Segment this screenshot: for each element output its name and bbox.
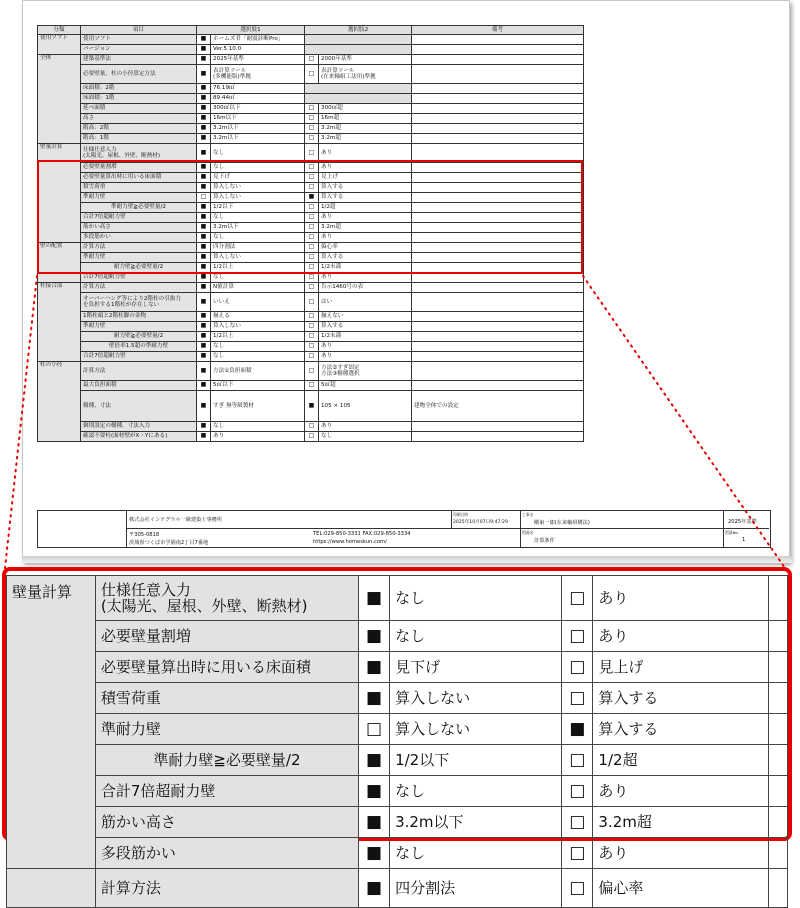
header-item: 項目 bbox=[81, 26, 197, 35]
category-cell: 柱の小径 bbox=[38, 362, 81, 442]
item-line2: を負担する1階柱が存在しない bbox=[83, 302, 160, 308]
item-cell: 準耐力壁 bbox=[81, 193, 197, 203]
checked-box-icon: ■ bbox=[197, 45, 211, 55]
option1-value: 揃える bbox=[211, 312, 305, 322]
zoomed-option2-value: 算入する bbox=[593, 714, 768, 745]
unchecked-box-icon: □ bbox=[562, 652, 593, 683]
item-cell: 確認不要柱(面材壁がX・Yにある) bbox=[81, 432, 197, 442]
zoomed-option1-value: 算入しない bbox=[390, 683, 562, 714]
checked-box-icon: ■ bbox=[197, 84, 211, 94]
checked-box-icon: ■ bbox=[197, 183, 211, 193]
item-cell: 準耐力壁 bbox=[81, 253, 197, 263]
checked-box-icon: ■ bbox=[359, 869, 390, 908]
option2-value: 見上げ bbox=[319, 173, 412, 183]
item-cell: 必要壁量、柱の小径算定方法 bbox=[81, 65, 197, 84]
checked-box-icon: ■ bbox=[359, 683, 390, 714]
checked-box-icon: ■ bbox=[197, 134, 211, 144]
option1-value: なし bbox=[211, 273, 305, 283]
category-cell: 全体 bbox=[38, 55, 81, 144]
checked-box-icon: ■ bbox=[197, 293, 211, 312]
option1-value: なし bbox=[211, 422, 305, 432]
project-label: 工事名 bbox=[522, 512, 534, 517]
unchecked-box-icon: □ bbox=[305, 183, 319, 193]
zoomed-item-line2: (太陽光、屋根、外壁、断熱材) bbox=[100, 597, 308, 615]
checked-box-icon: ■ bbox=[197, 381, 211, 391]
connector-left bbox=[5, 276, 37, 568]
option1-value: 2025年基準 bbox=[211, 55, 305, 65]
checked-box-icon: ■ bbox=[197, 104, 211, 114]
zoomed-row bbox=[7, 807, 788, 838]
unchecked-box-icon: □ bbox=[562, 745, 593, 776]
zoomed-notes-cell bbox=[768, 869, 787, 908]
item-cell: 最大負担面積 bbox=[81, 381, 197, 391]
unchecked-box-icon: □ bbox=[305, 233, 319, 243]
checked-box-icon: ■ bbox=[197, 203, 211, 213]
option2-value: 105 × 105 bbox=[319, 391, 412, 422]
zoomed-item-cell bbox=[95, 576, 358, 621]
checked-box-icon: ■ bbox=[197, 312, 211, 322]
unchecked-box-icon: □ bbox=[305, 332, 319, 342]
postal-code: 〒305-0818 bbox=[129, 532, 160, 538]
option1-value: 3.2m以下 bbox=[211, 124, 305, 134]
zoomed-option2-value: 見上げ bbox=[593, 652, 768, 683]
unchecked-box-icon: □ bbox=[305, 114, 319, 124]
option1-value: なし bbox=[211, 352, 305, 362]
zoomed-row bbox=[7, 576, 788, 621]
zoomed-panel bbox=[2, 567, 792, 898]
checked-box-icon: ■ bbox=[197, 283, 211, 293]
option2-value: あり bbox=[319, 352, 412, 362]
unchecked-box-icon: □ bbox=[562, 621, 593, 652]
zoomed-row bbox=[7, 714, 788, 745]
unchecked-box-icon: □ bbox=[562, 683, 593, 714]
option1-value: 見下げ bbox=[211, 173, 305, 183]
item-line1: 仕様任意入力 bbox=[83, 146, 117, 153]
unchecked-box-icon: □ bbox=[305, 173, 319, 183]
option1-value: 算入しない bbox=[211, 183, 305, 193]
zoomed-option1-value: なし bbox=[390, 621, 562, 652]
category-cell: 柱接合部 bbox=[38, 283, 81, 362]
option1-value: 算入しない bbox=[211, 253, 305, 263]
item-cell: 計算方法 bbox=[81, 243, 197, 253]
zoomed-option2-value: 1/2超 bbox=[593, 745, 768, 776]
checked-box-icon: ■ bbox=[197, 342, 211, 352]
unchecked-box-icon: □ bbox=[305, 203, 319, 213]
item-cell: 樹種、寸法 bbox=[81, 391, 197, 422]
option2-value: 2000年基準 bbox=[319, 55, 412, 65]
item-cell: 耐力壁≧必要壁量/2 bbox=[81, 332, 197, 342]
checked-box-icon: ■ bbox=[359, 576, 390, 621]
item-cell: 使用ソフト bbox=[81, 35, 197, 45]
option2-value: 算入する bbox=[319, 193, 412, 203]
checked-box-icon: ■ bbox=[197, 233, 211, 243]
zoomed-option1-value: なし bbox=[390, 776, 562, 807]
option2-line2: 方法③樹種選択 bbox=[321, 371, 360, 377]
item-line1: オーバーハング等により2階柱の引抜力 bbox=[83, 295, 181, 302]
item-cell: 耐力壁≧必要壁量/2 bbox=[81, 263, 197, 273]
item-cell: 合計7倍超耐力壁 bbox=[81, 213, 197, 223]
unchecked-box-icon: □ bbox=[562, 776, 593, 807]
website-url[interactable]: https://www.homeskun.com/ bbox=[313, 539, 387, 545]
checked-box-icon: ■ bbox=[305, 193, 319, 203]
item-cell: 1階柱頭と2階柱脚の金物 bbox=[81, 312, 197, 322]
item-cell: 積雪荷重 bbox=[81, 183, 197, 193]
checked-box-icon: ■ bbox=[197, 352, 211, 362]
checked-box-icon: ■ bbox=[359, 807, 390, 838]
unchecked-box-icon: □ bbox=[359, 714, 390, 745]
checked-box-icon: ■ bbox=[562, 714, 593, 745]
unchecked-box-icon: □ bbox=[305, 243, 319, 253]
checked-box-icon: ■ bbox=[197, 124, 211, 134]
checked-box-icon: ■ bbox=[197, 163, 211, 173]
option2-value: 5㎡超 bbox=[319, 381, 412, 391]
option2-value: 1/2未満 bbox=[319, 263, 412, 273]
drawing-label: 図面名 bbox=[522, 530, 534, 535]
zoomed-row bbox=[7, 683, 788, 714]
page-number: 1 bbox=[742, 537, 746, 543]
checked-box-icon: ■ bbox=[197, 35, 211, 45]
connector-right bbox=[583, 276, 785, 568]
unchecked-box-icon: □ bbox=[305, 144, 319, 163]
zoomed-option2-value: 偏心率 bbox=[593, 869, 768, 908]
item-cell: バージョン bbox=[81, 45, 197, 55]
item-cell: 個別設定の樹種、寸法入力 bbox=[81, 422, 197, 432]
item-cell: 多段筋かい bbox=[81, 233, 197, 243]
category-cell: 壁の配置 bbox=[38, 243, 81, 283]
zoomed-notes-cell bbox=[768, 807, 787, 838]
zoomed-option1-value: なし bbox=[390, 838, 562, 869]
unchecked-box-icon: □ bbox=[305, 124, 319, 134]
option1-line1: 表計算ツール bbox=[213, 67, 247, 74]
unchecked-box-icon: □ bbox=[305, 55, 319, 65]
checked-box-icon: ■ bbox=[197, 332, 211, 342]
print-date-label: 印刷日時 bbox=[453, 512, 469, 517]
checked-box-icon: ■ bbox=[305, 391, 319, 422]
option1-value: 300㎡以下 bbox=[211, 104, 305, 114]
item-cell: 建築基準法 bbox=[81, 55, 197, 65]
unchecked-box-icon: □ bbox=[305, 312, 319, 322]
option2-value: 1/2超 bbox=[319, 203, 412, 213]
zoomed-item-cell: 必要壁量算出時に用いる床面積 bbox=[95, 652, 358, 683]
option2-value: 3.2m超 bbox=[319, 124, 412, 134]
option1-value: 方法①負担面積 bbox=[211, 362, 305, 381]
checked-box-icon: ■ bbox=[359, 745, 390, 776]
checked-box-icon: ■ bbox=[197, 273, 211, 283]
zoomed-notes-cell bbox=[768, 776, 787, 807]
checked-box-icon: ■ bbox=[197, 173, 211, 183]
option2-value: はい bbox=[319, 293, 412, 312]
option1-value: すぎ 無等級製材 bbox=[211, 391, 305, 422]
item-cell: 計算方法 bbox=[81, 362, 197, 381]
zoomed-option2-value: 3.2m超 bbox=[593, 807, 768, 838]
unchecked-box-icon: □ bbox=[305, 422, 319, 432]
item-cell: 合計7倍超耐力壁 bbox=[81, 352, 197, 362]
option1-value: なし bbox=[211, 342, 305, 352]
checked-box-icon: ■ bbox=[359, 652, 390, 683]
standard-label: 2025年基準 bbox=[728, 519, 757, 525]
item-cell: 高さ bbox=[81, 114, 197, 124]
option2-value: 揃えない bbox=[319, 312, 412, 322]
zoomed-row bbox=[7, 776, 788, 807]
option1-value: 3.2m以下 bbox=[211, 134, 305, 144]
zoomed-option1-value: 四分割法 bbox=[390, 869, 562, 908]
checked-box-icon: ■ bbox=[197, 322, 211, 332]
zoomed-item-cell: 積雪荷重 bbox=[95, 683, 358, 714]
header-notes: 備考 bbox=[412, 26, 584, 35]
category-cell: 使用ソフト bbox=[38, 35, 81, 55]
item-cell: 計算方法 bbox=[81, 283, 197, 293]
item-cell: 準耐力壁≧必要壁量/2 bbox=[81, 203, 197, 213]
option1-value: なし bbox=[211, 163, 305, 173]
option2-value: 3.2m超 bbox=[319, 223, 412, 233]
checked-box-icon: ■ bbox=[197, 65, 211, 84]
header-option2: 選択肢2 bbox=[305, 26, 412, 35]
zoomed-option2-value: あり bbox=[593, 576, 768, 621]
unchecked-box-icon: □ bbox=[305, 283, 319, 293]
checked-box-icon: ■ bbox=[197, 114, 211, 124]
unchecked-box-icon: □ bbox=[305, 104, 319, 114]
zoomed-item-cell: 計算方法 bbox=[95, 869, 358, 908]
zoomed-row bbox=[7, 621, 788, 652]
unchecked-box-icon: □ bbox=[562, 576, 593, 621]
checked-box-icon: ■ bbox=[197, 213, 211, 223]
zoomed-option1-value: なし bbox=[390, 576, 562, 621]
checked-box-icon: ■ bbox=[197, 94, 211, 104]
item-cell: 必要壁量算出時に用いる床面積 bbox=[81, 173, 197, 183]
item-cell: 床面積：2階 bbox=[81, 84, 197, 94]
option1-value: 1/2以上 bbox=[211, 263, 305, 273]
option1-value: なし bbox=[211, 213, 305, 223]
item-cell: 筋かい高さ bbox=[81, 223, 197, 233]
option1-value: 1/2以下 bbox=[211, 203, 305, 213]
drawing-name: 計算条件 bbox=[534, 538, 555, 544]
checked-box-icon: ■ bbox=[359, 621, 390, 652]
zoomed-notes-cell bbox=[768, 714, 787, 745]
zoomed-table bbox=[6, 575, 788, 908]
zoomed-category-cell: 壁量計算 bbox=[7, 576, 96, 869]
option2-value: あり bbox=[319, 163, 412, 173]
option1-value: なし bbox=[211, 233, 305, 243]
company-name: 株式会社インテグラル一級建築士事務所 bbox=[129, 517, 223, 523]
checked-box-icon: ■ bbox=[197, 362, 211, 381]
checked-box-icon: ■ bbox=[197, 432, 211, 442]
unchecked-box-icon: □ bbox=[562, 807, 593, 838]
unchecked-box-icon: □ bbox=[305, 253, 319, 263]
unchecked-box-icon: □ bbox=[305, 322, 319, 332]
address: 茨城県つくば市学園南2丁目7番地 bbox=[129, 540, 209, 546]
zoomed-option1-value: 見下げ bbox=[390, 652, 562, 683]
unchecked-box-icon: □ bbox=[305, 213, 319, 223]
project-name: 剛東一郎(在来軸組構法) bbox=[534, 520, 590, 526]
unchecked-box-icon: □ bbox=[305, 352, 319, 362]
unchecked-box-icon: □ bbox=[305, 163, 319, 173]
unchecked-box-icon: □ bbox=[305, 342, 319, 352]
option2-value: あり bbox=[319, 422, 412, 432]
checked-box-icon: ■ bbox=[197, 391, 211, 422]
zoomed-option2-value: あり bbox=[593, 621, 768, 652]
option2-value: あり bbox=[319, 273, 412, 283]
zoomed-notes-cell bbox=[768, 745, 787, 776]
option1-value: あり bbox=[211, 432, 305, 442]
option2-line1: 表計算ツール bbox=[321, 67, 355, 74]
zoomed-item-cell: 必要壁量割増 bbox=[95, 621, 358, 652]
option2-value: 算入する bbox=[319, 322, 412, 332]
unchecked-box-icon: □ bbox=[305, 134, 319, 144]
option2-value: 3.2m超 bbox=[319, 134, 412, 144]
checked-box-icon: ■ bbox=[197, 422, 211, 432]
category-cell: 壁量計算 bbox=[38, 144, 81, 243]
item-cell: 床面積：1階 bbox=[81, 94, 197, 104]
item-cell: 必要壁量割増 bbox=[81, 163, 197, 173]
zoomed-option2-value: 算入する bbox=[593, 683, 768, 714]
option2-value: 偏心率 bbox=[319, 243, 412, 253]
option2-value: あり bbox=[319, 213, 412, 223]
item-line2: (太陽光、屋根、外壁、断熱材) bbox=[83, 153, 161, 159]
zoomed-item-cell: 多段筋かい bbox=[95, 838, 358, 869]
item-cell: 合計7倍超耐力壁 bbox=[81, 273, 197, 283]
zoomed-item-line1: 仕様任意入力 bbox=[100, 581, 191, 599]
zoomed-option1-value: 1/2以下 bbox=[390, 745, 562, 776]
print-date: 2025年10月07日9:47:29 bbox=[453, 520, 508, 525]
option2-value: 300㎡超 bbox=[319, 104, 412, 114]
zoomed-notes-cell bbox=[768, 652, 787, 683]
header-category: 分類 bbox=[38, 26, 81, 35]
checked-box-icon: ■ bbox=[359, 776, 390, 807]
option2-value: 告示1460号の表 bbox=[319, 283, 412, 293]
option1-value: 89.44㎡ bbox=[211, 94, 305, 104]
option2-value: 16m超 bbox=[319, 114, 412, 124]
zoomed-row bbox=[7, 745, 788, 776]
option1-value: 5㎡以下 bbox=[211, 381, 305, 391]
zoomed-item-cell: 準耐力壁 bbox=[95, 714, 358, 745]
option2-value: 1/2未満 bbox=[319, 332, 412, 342]
option2-value: なし bbox=[319, 432, 412, 442]
zoomed-item-cell: 準耐力壁≧必要壁量/2 bbox=[95, 745, 358, 776]
option1-value: 1/2以上 bbox=[211, 332, 305, 342]
unchecked-box-icon: □ bbox=[305, 381, 319, 391]
unchecked-box-icon: □ bbox=[197, 193, 211, 203]
option1-value: Ver.5.10.0 bbox=[211, 45, 305, 55]
zoomed-row bbox=[7, 652, 788, 683]
unchecked-box-icon: □ bbox=[305, 362, 319, 381]
item-cell: 階高：2階 bbox=[81, 124, 197, 134]
option1-value: N値計算 bbox=[211, 283, 305, 293]
option1-value: 四分割法 bbox=[211, 243, 305, 253]
zoomed-notes-cell bbox=[768, 838, 787, 869]
item-cell: 階高：1階 bbox=[81, 134, 197, 144]
option1-value: いいえ bbox=[211, 293, 305, 312]
checked-box-icon: ■ bbox=[197, 223, 211, 233]
option2-value: 算入する bbox=[319, 183, 412, 193]
option1-value: 3.2m以下 bbox=[211, 223, 305, 233]
option1-value: 76.19㎡ bbox=[211, 84, 305, 94]
item-cell: 延べ面積 bbox=[81, 104, 197, 114]
zoomed-notes-cell bbox=[768, 621, 787, 652]
unchecked-box-icon: □ bbox=[305, 263, 319, 273]
option1-value: なし bbox=[211, 144, 305, 163]
unchecked-box-icon: □ bbox=[305, 293, 319, 312]
unchecked-box-icon: □ bbox=[305, 223, 319, 233]
option2-value: あり bbox=[319, 342, 412, 352]
option2-value: あり bbox=[319, 144, 412, 163]
option1-value: 算入しない bbox=[211, 322, 305, 332]
item-cell: 準耐力壁 bbox=[81, 322, 197, 332]
tel-fax: TEL:029-850-3331 FAX:029-850-3334 bbox=[313, 531, 411, 537]
unchecked-box-icon: □ bbox=[562, 869, 593, 908]
zoomed-category-cell-next bbox=[7, 869, 96, 908]
option1-value: ホームズ君「耐震診断Pro」 bbox=[211, 35, 305, 45]
checked-box-icon: ■ bbox=[197, 144, 211, 163]
option1-value: 16m以下 bbox=[211, 114, 305, 124]
unchecked-box-icon: □ bbox=[305, 432, 319, 442]
unchecked-box-icon: □ bbox=[305, 65, 319, 84]
notes-cell: 建物全体での設定 bbox=[412, 391, 584, 422]
checked-box-icon: ■ bbox=[197, 243, 211, 253]
checked-box-icon: ■ bbox=[197, 55, 211, 65]
zoomed-row bbox=[7, 838, 788, 869]
option2-value: 算入する bbox=[319, 253, 412, 263]
zoomed-option1-value: 算入しない bbox=[390, 714, 562, 745]
zoomed-option2-value: あり bbox=[593, 776, 768, 807]
page-label: 図面No. bbox=[725, 530, 739, 535]
unchecked-box-icon: □ bbox=[562, 838, 593, 869]
zoomed-notes-cell bbox=[768, 683, 787, 714]
zoomed-option1-value: 3.2m以下 bbox=[390, 807, 562, 838]
item-cell: 壁倍率1.5超の準耐力壁 bbox=[81, 342, 197, 352]
option2-value: あり bbox=[319, 233, 412, 243]
checked-box-icon: ■ bbox=[359, 838, 390, 869]
checked-box-icon: ■ bbox=[197, 253, 211, 263]
unchecked-box-icon: □ bbox=[305, 273, 319, 283]
zoomed-item-cell: 合計7倍超耐力壁 bbox=[95, 776, 358, 807]
option2-line2: (在来軸組工法用)準拠 bbox=[321, 74, 376, 80]
option1-line2: (多機能版)準拠 bbox=[213, 74, 251, 80]
zoomed-item-cell: 筋かい高さ bbox=[95, 807, 358, 838]
zoomed-option2-value: あり bbox=[593, 838, 768, 869]
checked-box-icon: ■ bbox=[197, 263, 211, 273]
option1-value: 算入しない bbox=[211, 193, 305, 203]
zoomed-row-partial bbox=[7, 869, 788, 908]
zoomed-notes-cell bbox=[768, 576, 787, 621]
header-option1: 選択肢1 bbox=[197, 26, 305, 35]
option2-line1: 方法②すぎ固定 bbox=[321, 364, 360, 371]
